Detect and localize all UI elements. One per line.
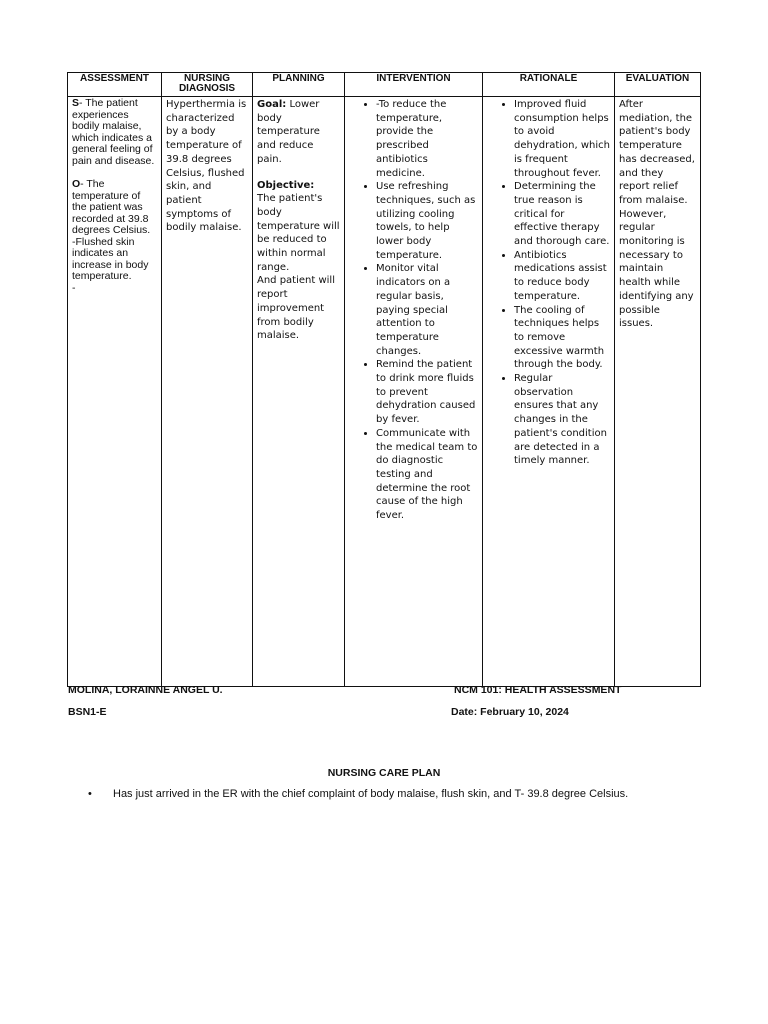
- bullet-icon: •: [88, 788, 92, 800]
- subjective-text: - The patient experiences bodily malaise, which indicates a general feeling of pain and disease.: [72, 97, 155, 167]
- document-date: Date: February 10, 2024: [451, 706, 569, 718]
- list-item: • Monitor vital indicators on a regular basis, paying special attention to temperature changes.: [376, 262, 478, 358]
- header-nursing-diagnosis: NURSING DIAGNOSIS: [162, 73, 253, 97]
- list-item: • Communicate with the medical team to do diagnostic testing and determine the root cause of the high fever.: [376, 427, 478, 523]
- planning-cell: [253, 97, 345, 687]
- table-row: [68, 97, 701, 687]
- objective-data: [72, 179, 157, 237]
- header-planning: PLANNING: [253, 73, 345, 97]
- list-item: • Regular observation ensures that any changes in the patient's condition are detected in a timely manner.: [514, 372, 610, 468]
- subjective-data: [72, 98, 157, 167]
- diagnosis-text: Hyperthermia is characterized by a body temperature of 39.8 degrees Celsius, flushed skin, and patient symptoms of bodily malaise.: [166, 99, 247, 234]
- student-section: BSN1-E: [68, 706, 107, 718]
- patient-note: [88, 788, 688, 801]
- objective-body: The patient's body temperature will be reduced to within normal range.: [257, 193, 340, 273]
- diagnosis-cell: [162, 97, 253, 687]
- evaluation-text: After mediation, the patient's body temperature has decreased, and they report relief from malaise. However, regular monitoring is necessary to maintain health while identifying any possible issues.: [619, 99, 695, 330]
- goal-body: Lower body temperature and reduce pain.: [257, 99, 320, 165]
- header-intervention: INTERVENTION: [345, 73, 483, 97]
- list-item: • Improved fluid consumption helps to avoid dehydration, which is frequent throughout fever.: [514, 98, 610, 180]
- objective-line-3: -: [72, 281, 76, 294]
- list-item: • -To reduce the temperature, provide the prescribed antibiotics medicine.: [376, 98, 478, 180]
- evaluation-cell: [615, 97, 701, 687]
- page-title: NURSING CARE PLAN: [327, 767, 441, 779]
- assessment-cell: [68, 97, 162, 687]
- list-item: • Determining the true reason is critical for effective therapy and thorough care.: [514, 180, 610, 249]
- header-evaluation: EVALUATION: [615, 73, 701, 97]
- table-header-row: [68, 73, 701, 97]
- nursing-care-plan-table: [67, 72, 701, 687]
- goal-label: Goal:: [257, 99, 287, 110]
- patient-note-text: Has just arrived in the ER with the chief complaint of body malaise, flush skin, and T- 39.8 degree Celsius.: [113, 788, 629, 800]
- list-item: • Antibiotics medications assist to reduce body temperature.: [514, 249, 610, 304]
- subjective-label: S: [72, 97, 80, 109]
- objective-body-2: And patient will report improvement from bodily malaise.: [257, 275, 335, 342]
- intervention-list: [349, 98, 478, 523]
- list-item: • The cooling of techniques helps to remove excessive warmth through the body.: [514, 304, 610, 373]
- list-item: • Use refreshing techniques, such as utilizing cooling towels, to help lower body temperature.: [376, 180, 478, 262]
- objective-label: O: [72, 178, 81, 190]
- header-assessment: ASSESSMENT: [68, 73, 162, 97]
- objective-heading-label: Objective:: [257, 179, 315, 191]
- list-item: • Remind the patient to drink more fluids to prevent dehydration caused by fever.: [376, 358, 478, 427]
- student-name: MOLINA, LORAINNE ANGEL U.: [68, 684, 223, 696]
- intervention-cell: [345, 97, 483, 687]
- objective-text: - The temperature of the patient was recorded at 39.8 degrees Celsius.: [72, 178, 151, 236]
- rationale-cell: [483, 97, 615, 687]
- course-title: NCM 101: HEALTH ASSESSMENT: [454, 684, 622, 696]
- objective-line-2: -Flushed skin indicates an increase in body temperature.: [72, 235, 149, 282]
- goal-text: [257, 98, 340, 167]
- objective-heading: [257, 179, 340, 193]
- rationale-list: [487, 98, 610, 468]
- header-rationale: RATIONALE: [483, 73, 615, 97]
